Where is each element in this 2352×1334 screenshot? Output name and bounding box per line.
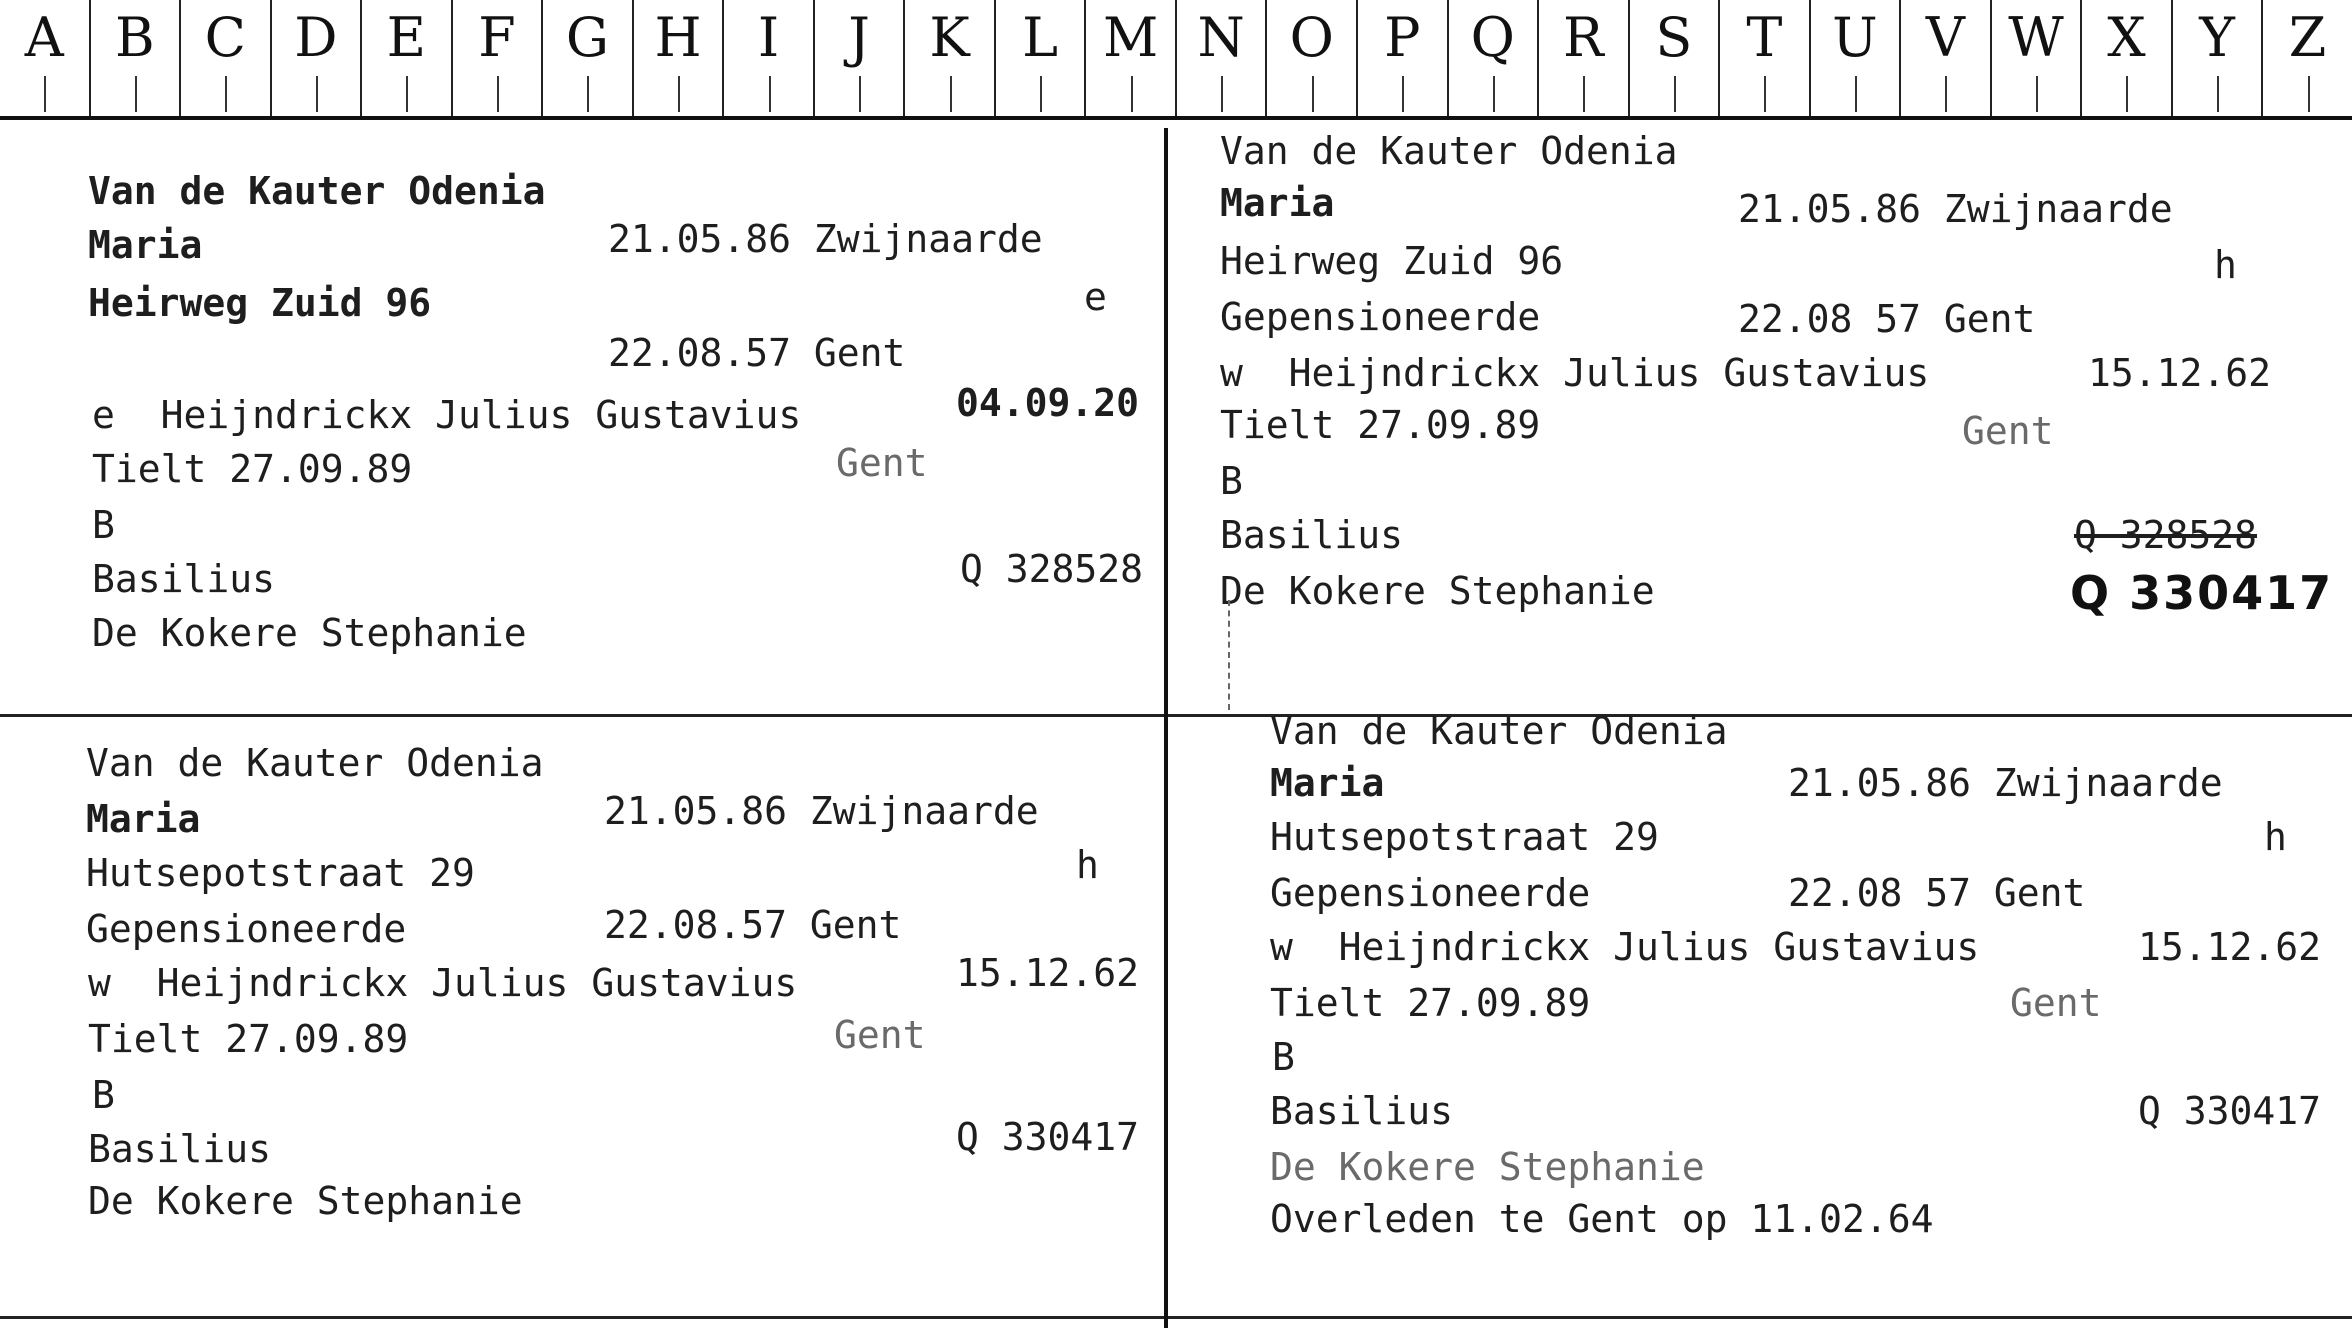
card-spouse-birth: Tielt 27.09.89 (92, 447, 413, 491)
card-name2: Basilius (1270, 1089, 1454, 1133)
card-status: Gepensioneerde (1220, 295, 1541, 339)
card-spouse-birth: Tielt 27.09.89 (1270, 981, 1591, 1025)
card-first-name: Maria (1220, 181, 1335, 225)
card-first-name: Maria (86, 797, 201, 841)
card-spouse-date: 15.12.62 (2088, 351, 2272, 395)
card-name2: Basilius (88, 1127, 272, 1171)
card-letter: B (92, 503, 115, 547)
card-address: Heirweg Zuid 96 (1220, 239, 1564, 283)
card-first-name: Maria (88, 223, 203, 267)
index-letter[interactable]: S (1630, 0, 1721, 116)
index-letter[interactable]: W (1992, 0, 2083, 116)
pencil-mark (1228, 600, 1230, 710)
card-death: 22.08.57 Gent (608, 331, 906, 375)
card-name: Van de Kauter Odenia (86, 741, 544, 785)
card-death: 22.08 57 Gent (1738, 297, 2036, 341)
card-place: Gent (1962, 409, 2054, 453)
index-letter[interactable]: G (543, 0, 634, 116)
index-letter[interactable]: I (724, 0, 815, 116)
card-name: Van de Kauter Odenia (88, 169, 546, 213)
index-letter[interactable]: B (91, 0, 182, 116)
card-letter: B (1272, 1035, 1295, 1079)
card-mother: De Kokere Stephanie (92, 611, 527, 655)
card-death: 22.08 57 Gent (1788, 871, 2086, 915)
card-birth: 21.05.86 Zwijnaarde (1738, 187, 2173, 231)
index-letter[interactable]: P (1358, 0, 1449, 116)
index-letter[interactable]: A (0, 0, 91, 116)
card-mark: h (1076, 843, 1099, 887)
index-letter[interactable]: H (634, 0, 725, 116)
card-q-number: Q 330417 (956, 1115, 1140, 1159)
index-letter[interactable]: E (362, 0, 453, 116)
card-mark: h (2264, 815, 2287, 859)
card-mother: De Kokere Stephanie (88, 1179, 523, 1223)
card-q-new-handwritten: Q 330417 (2070, 566, 2334, 620)
vertical-divider (1164, 128, 1168, 1328)
index-letter[interactable]: L (996, 0, 1087, 116)
card-place: Gent (836, 441, 928, 485)
bottom-divider-right (1168, 1316, 2352, 1319)
card-birth: 21.05.86 Zwijnaarde (1788, 761, 2223, 805)
index-letter[interactable]: M (1086, 0, 1177, 116)
card-letter: B (92, 1073, 115, 1117)
card-spouse-birth: Tielt 27.09.89 (1220, 403, 1541, 447)
index-letter[interactable]: O (1267, 0, 1358, 116)
card-mark: e (1084, 275, 1107, 319)
index-letter[interactable]: Q (1449, 0, 1540, 116)
alphabet-index (0, 0, 2352, 120)
card-spouse: w Heijndrickx Julius Gustavius (88, 961, 798, 1005)
index-letter[interactable]: V (1901, 0, 1992, 116)
index-letter[interactable]: N (1177, 0, 1268, 116)
index-letter[interactable]: Y (2173, 0, 2264, 116)
card-spouse-date: 04.09.20 (956, 381, 1140, 425)
card-birth: 21.05.86 Zwijnaarde (608, 217, 1043, 261)
index-letter[interactable]: K (905, 0, 996, 116)
card-name: Van de Kauter Odenia (1220, 129, 1678, 173)
card-death-note: Overleden te Gent op 11.02.64 (1270, 1197, 1934, 1241)
index-letter[interactable]: D (272, 0, 363, 116)
card-status: Gepensioneerde (1270, 871, 1591, 915)
card-name: Van de Kauter Odenia (1270, 709, 1728, 753)
index-letter[interactable]: C (181, 0, 272, 116)
index-letter[interactable]: T (1720, 0, 1811, 116)
card-address: Hutsepotstraat 29 (1270, 815, 1659, 859)
card-status: Gepensioneerde (86, 907, 407, 951)
card-q-old-struck: Q 328528 (2074, 513, 2258, 557)
card-name2: Basilius (1220, 513, 1404, 557)
card-spouse: w Heijndrickx Julius Gustavius (1270, 925, 1980, 969)
card-name2: Basilius (92, 557, 276, 601)
card-address: Hutsepotstraat 29 (86, 851, 475, 895)
card-spouse: e Heijndrickx Julius Gustavius (92, 393, 802, 437)
card-spouse: w Heijndrickx Julius Gustavius (1220, 351, 1930, 395)
card-death: 22.08.57 Gent (604, 903, 902, 947)
card-birth: 21.05.86 Zwijnaarde (604, 789, 1039, 833)
card-place: Gent (834, 1013, 926, 1057)
bottom-divider-left (0, 1316, 1164, 1319)
horizontal-divider-left (0, 714, 1164, 717)
card-spouse-date: 15.12.62 (956, 951, 1140, 995)
card-q-number: Q 330417 (2138, 1089, 2322, 1133)
card-mark: h (2214, 243, 2237, 287)
index-letter[interactable]: F (453, 0, 544, 116)
index-letter[interactable]: J (815, 0, 906, 116)
card-mother: De Kokere Stephanie (1220, 569, 1655, 613)
card-place: Gent (2010, 981, 2102, 1025)
card-first-name: Maria (1270, 761, 1385, 805)
card-spouse-birth: Tielt 27.09.89 (88, 1017, 409, 1061)
card-spouse-date: 15.12.62 (2138, 925, 2322, 969)
index-letter[interactable]: X (2082, 0, 2173, 116)
index-letter[interactable]: R (1539, 0, 1630, 116)
card-letter: B (1220, 459, 1243, 503)
index-letter[interactable]: Z (2263, 0, 2352, 116)
card-q-number: Q 328528 (960, 547, 1144, 591)
card-mother: De Kokere Stephanie (1270, 1145, 1705, 1189)
card-address: Heirweg Zuid 96 (88, 281, 432, 325)
index-letter[interactable]: U (1811, 0, 1902, 116)
